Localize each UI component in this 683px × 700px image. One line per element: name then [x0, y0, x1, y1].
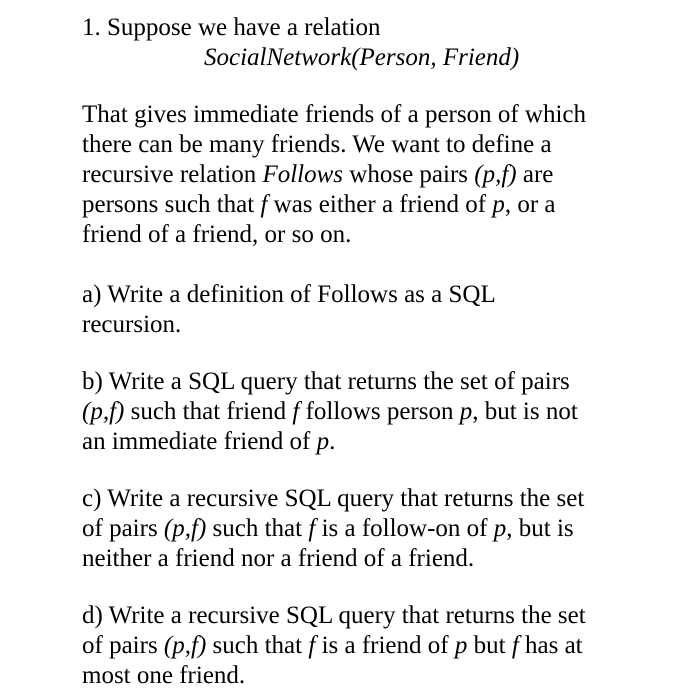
- part-b-line-2-mid2: follows person: [299, 398, 460, 425]
- part-d-line-2-mid3: but: [467, 632, 512, 659]
- part-d-line-3: most one friend.: [82, 662, 246, 689]
- part-c-line-1: c) Write a recursive SQL query that returns the set: [82, 485, 585, 512]
- part-d-line-2-prefix: of pairs: [82, 632, 164, 659]
- question-title: 1. Suppose we have a relation: [82, 14, 381, 41]
- intro-line-4-mid: was either a friend of: [267, 191, 493, 218]
- intro-line-4: [82, 190, 555, 220]
- f-term: f: [308, 632, 316, 659]
- f-term: f: [308, 515, 316, 542]
- part-b-line-3-suffix: .: [329, 428, 336, 455]
- pair-term: (p,f): [474, 161, 517, 188]
- intro-line-3-prefix: recursive relation: [82, 161, 263, 188]
- part-b-line-3: [82, 427, 335, 457]
- p-term: p: [454, 632, 468, 659]
- pair-term: (p,f): [163, 515, 207, 542]
- p-term: p: [493, 515, 507, 542]
- f-term: f: [260, 191, 268, 218]
- part-b-line-1: b) Write a SQL query that returns the set of pairs: [82, 368, 570, 395]
- p-term: p: [316, 428, 330, 455]
- p-term: p: [459, 398, 473, 425]
- part-b-line-2-mid: such that friend: [124, 398, 293, 425]
- part-d-line-2-mid2: is a friend of: [315, 632, 455, 659]
- pair-term: (p,f): [163, 632, 207, 659]
- part-d-line-2-mid: such that: [206, 632, 309, 659]
- intro-line-5: friend of a friend, or so on.: [82, 221, 352, 248]
- part-c-line-2-suffix: , but is: [506, 515, 574, 542]
- pair-term: (p,f): [82, 398, 125, 425]
- relation-signature: SocialNetwork(Person, Friend): [204, 44, 520, 71]
- part-c-line-2: [82, 514, 574, 544]
- follows-term: Follows: [262, 161, 344, 188]
- part-c-line-2-mid: such that: [206, 515, 309, 542]
- part-b-line-2: [82, 397, 578, 427]
- part-b-line-2-suffix: , but is not: [472, 398, 578, 425]
- f-term: f: [292, 398, 300, 425]
- part-b-line-3-prefix: an immediate friend of: [82, 428, 317, 455]
- part-d-line-2: [82, 631, 583, 661]
- intro-line-2: there can be many friends. We want to define a: [82, 131, 552, 158]
- intro-line-4-suffix: , or a: [504, 191, 556, 218]
- part-d-line-1: d) Write a recursive SQL query that returns the set: [82, 602, 586, 629]
- intro-line-3: [82, 160, 553, 190]
- part-c-line-2-prefix: of pairs: [82, 515, 164, 542]
- part-a-line-2: recursion.: [82, 311, 182, 338]
- intro-line-3-mid: whose pairs: [343, 161, 475, 188]
- p-term: p: [492, 191, 505, 218]
- part-c-line-3: neither a friend nor a friend of a friend.: [82, 545, 475, 572]
- intro-line-3-suffix: are: [516, 161, 554, 188]
- intro-line-4-prefix: persons such that: [82, 191, 261, 218]
- intro-line-1: That gives immediate friends of a person of which: [82, 101, 587, 128]
- part-a-line-1: a) Write a definition of Follows as a SQL: [82, 281, 496, 308]
- f-term: f: [511, 632, 519, 659]
- part-d-line-2-suffix: has at: [518, 632, 583, 659]
- part-c-line-2-mid2: is a follow-on of: [315, 515, 494, 542]
